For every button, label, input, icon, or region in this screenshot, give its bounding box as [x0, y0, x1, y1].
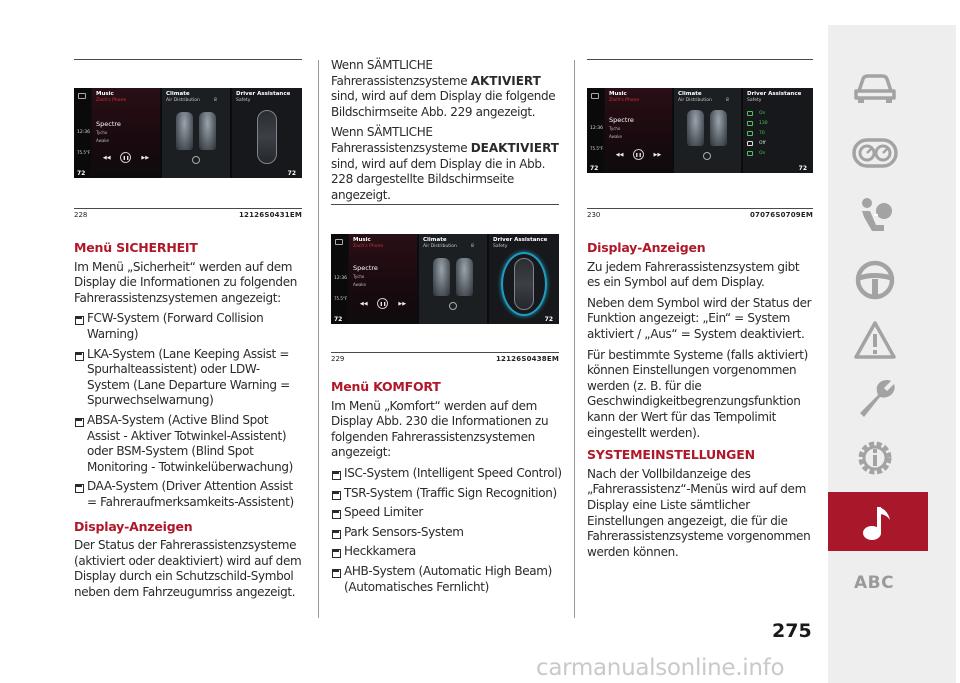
seat-left-icon	[687, 110, 704, 146]
wrench-icon[interactable]	[852, 375, 898, 421]
column-divider	[574, 60, 575, 618]
heading-systemeinstellungen: SYSTEMEINSTELLUNGEN	[587, 447, 755, 463]
driver-assistance-panel: Driver Assistance Safety On 130 70 Off On	[743, 88, 813, 173]
seat-left-icon	[433, 258, 450, 296]
airbag-icon[interactable]	[852, 193, 898, 239]
column-2-top-text	[331, 58, 563, 208]
figure-228-bottom-rule	[74, 208, 302, 209]
next-icon: ▶▶	[653, 151, 662, 158]
active-chapter-tab[interactable]	[828, 492, 928, 551]
chapter-sidebar	[828, 25, 956, 683]
outside-temp: 75.5°F	[77, 150, 91, 155]
figure-228-top-rule	[74, 59, 302, 60]
list-item: Park Sensors-System	[331, 525, 563, 541]
figure-230-caption: 230 07076S0709EM	[587, 211, 813, 219]
figure-228-caption: 228 12126S0431EM	[74, 211, 302, 219]
seat-right-icon	[199, 112, 216, 150]
column-1-text	[74, 238, 302, 605]
pause-icon: ❚❚	[633, 149, 644, 160]
previous-icon: ◀◀	[615, 151, 624, 158]
fan-speed: 8	[214, 98, 217, 103]
page-number: 275	[772, 620, 812, 642]
heading-display-anzeigen: Display-Anzeigen	[587, 240, 706, 255]
list-item: ISC-System (Intelligent Speed Control)	[331, 466, 563, 482]
status-row: On	[747, 109, 809, 118]
outside-temp: 75.5°F	[590, 146, 604, 151]
park-sensors-icon	[747, 141, 753, 146]
list-item: DAA-System (Driver Attention Assist = Fahreraufmerksamkeits-Assistent)	[74, 479, 302, 510]
car-outline-icon	[514, 258, 534, 310]
previous-icon: ◀◀	[102, 154, 111, 161]
paragraph: Neben dem Symbol wird der Status der Funktion angezeigt: „Ein“ = System aktiviert / „Aus“ = System deaktiviert.	[587, 295, 812, 341]
clock: 12:36	[77, 130, 90, 135]
list-item: AHB-System (Automatic High Beam) (Automatisches Fernlicht)	[331, 564, 563, 595]
temp-right: 72	[798, 165, 807, 172]
paragraph: Im Menü „Komfort“ werden auf dem Display Abb. 230 die Informationen zu folgenden Fahrerassistenzsystemen angezeigt:	[331, 398, 549, 460]
figure-229-screen	[331, 234, 559, 324]
paragraph: Für bestimmte Systeme (falls aktiviert) können Einstellungen vorgenommen werden (z. B. für die Geschwindigkeitbegrenzungsfunktion kann der Wert für das Tempolimit eingestellt werden).	[587, 347, 808, 440]
music-panel: Music Zach's Phone Spectre Tycho Awake ◀◀ ❚❚ ▶▶	[92, 88, 160, 178]
temp-left: 72	[590, 165, 599, 172]
paragraph: Im Menü „Sicherheit“ werden auf dem Display die Informationen zu folgenden Fahrerassistenzsystemen angezeigt:	[74, 259, 297, 305]
list-item: LKA-System (Lane Keeping Assist = Spurhalteassistent) oder LDW-System (Lane Departure Warning = Spurwechselwarnung)	[74, 347, 302, 409]
gear-info-icon[interactable]	[852, 435, 898, 481]
paragraph: Wenn SÄMTLICHE Fahrerassistenzsysteme AKTIVIERT sind, wird auf dem Display die folgende Bildschirmseite Abb. 229 angezeigt.	[331, 58, 556, 119]
temp-right: 72	[287, 170, 296, 177]
car-outline-icon	[257, 110, 277, 164]
figure-230-bottom-rule	[587, 208, 813, 209]
list-item: Heckkamera	[331, 544, 563, 560]
watermark: carmanualsonline.info	[536, 655, 785, 681]
paragraph: Zu jedem Fahrerassistenzsystem gibt es ein Symbol auf dem Display.	[587, 259, 800, 290]
music-panel: Music Zach's Phone Spectre Tycho Awake ◀◀ ❚❚ ▶▶	[605, 88, 672, 173]
status-row: On	[747, 149, 809, 158]
figure-229-caption: 229 12126S0438EM	[331, 355, 559, 363]
heading-sicherheit: Menü SICHERHEIT	[74, 240, 198, 255]
status-row: 70	[747, 129, 809, 138]
list-item: TSR-System (Traffic Sign Recognition)	[331, 486, 563, 502]
fan-speed: 8	[726, 98, 729, 103]
figure-230-screen	[587, 88, 813, 173]
media-icon	[335, 239, 343, 245]
column-2-bottom-text	[331, 377, 563, 599]
power-icon	[192, 156, 200, 164]
pause-icon: ❚❚	[377, 298, 388, 309]
temp-left: 72	[77, 170, 86, 177]
figure-229-bottom-rule	[331, 352, 559, 353]
figure-230-top-rule	[587, 59, 813, 60]
speed-limiter-icon	[747, 131, 753, 136]
status-row: Off	[747, 139, 809, 148]
steering-wheel-icon[interactable]	[852, 257, 898, 303]
driver-assistance-panel: Driver Assistance Safety	[489, 234, 559, 324]
previous-icon: ◀◀	[359, 300, 368, 307]
temp-right: 72	[544, 316, 553, 323]
temp-left: 72	[334, 316, 343, 323]
next-icon: ▶▶	[398, 300, 407, 307]
driver-assistance-panel: Driver Assistance Safety	[232, 88, 302, 178]
warning-triangle-icon[interactable]	[852, 317, 898, 363]
pause-icon: ❚❚	[120, 152, 131, 163]
fan-speed: 8	[471, 244, 474, 249]
list-item: FCW-System (Forward Collision Warning)	[74, 311, 302, 342]
column-divider	[318, 60, 319, 618]
climate-panel: Climate Air Distribution 8	[674, 88, 741, 173]
seat-right-icon	[710, 110, 727, 146]
heading-display-anzeigen: Display-Anzeigen	[74, 518, 193, 534]
tsr-icon	[747, 121, 753, 126]
next-icon: ▶▶	[141, 154, 150, 161]
camera-icon	[747, 151, 753, 156]
dashboard-gauges-icon[interactable]	[852, 130, 898, 176]
music-note-icon	[858, 502, 896, 547]
media-icon	[78, 93, 86, 99]
power-icon	[703, 152, 711, 160]
figure-229-top-rule	[331, 204, 559, 205]
clock: 12:36	[590, 126, 603, 131]
climate-panel: Climate Air Distribution 8	[419, 234, 487, 324]
clock: 12:36	[334, 276, 347, 281]
paragraph: Der Status der Fahrerassistenzsysteme (aktiviert oder deaktiviert) wird auf dem Display durch ein Schutzschild-Symbol neben dem Fahrzeugumriss angezeigt.	[74, 538, 302, 599]
music-panel: Music Zach's Phone Spectre Tycho Awake ◀◀ ❚❚ ▶▶	[349, 234, 417, 324]
seat-left-icon	[176, 112, 193, 150]
figure-228-screen	[74, 88, 302, 178]
isc-icon	[747, 111, 753, 116]
heading-komfort: Menü KOMFORT	[331, 379, 441, 394]
car-icon[interactable]	[852, 65, 898, 111]
paragraph: Nach der Vollbildanzeige des „Fahrerassistenz“-Menüs wird auf dem Display eine Liste sämtlicher Einstellungen angezeigt, die für die Fahrerassistenzsysteme vorgenommen werden können.	[587, 466, 811, 559]
seat-right-icon	[456, 258, 473, 296]
media-icon	[591, 93, 599, 99]
column-3-text	[587, 238, 815, 565]
paragraph: Wenn SÄMTLICHE Fahrerassistenzsysteme DEAKTIVIERT sind, wird auf dem Display die in Abb. 228 dargestellte Bildschirmseite angezeigt.	[331, 125, 559, 202]
list-item: Speed Limiter	[331, 505, 563, 521]
status-row: 130	[747, 119, 809, 128]
outside-temp: 75.5°F	[334, 296, 348, 301]
climate-panel: Climate Air Distribution 8	[162, 88, 230, 178]
index-abc[interactable]: ABC	[854, 573, 895, 593]
power-icon	[449, 302, 457, 310]
list-item: ABSA-System (Active Blind Spot Assist - Aktiver Totwinkel-Assistent) oder BSM-System (Blind Spot Monitoring - Totwinkelüberwachung)	[74, 413, 302, 475]
